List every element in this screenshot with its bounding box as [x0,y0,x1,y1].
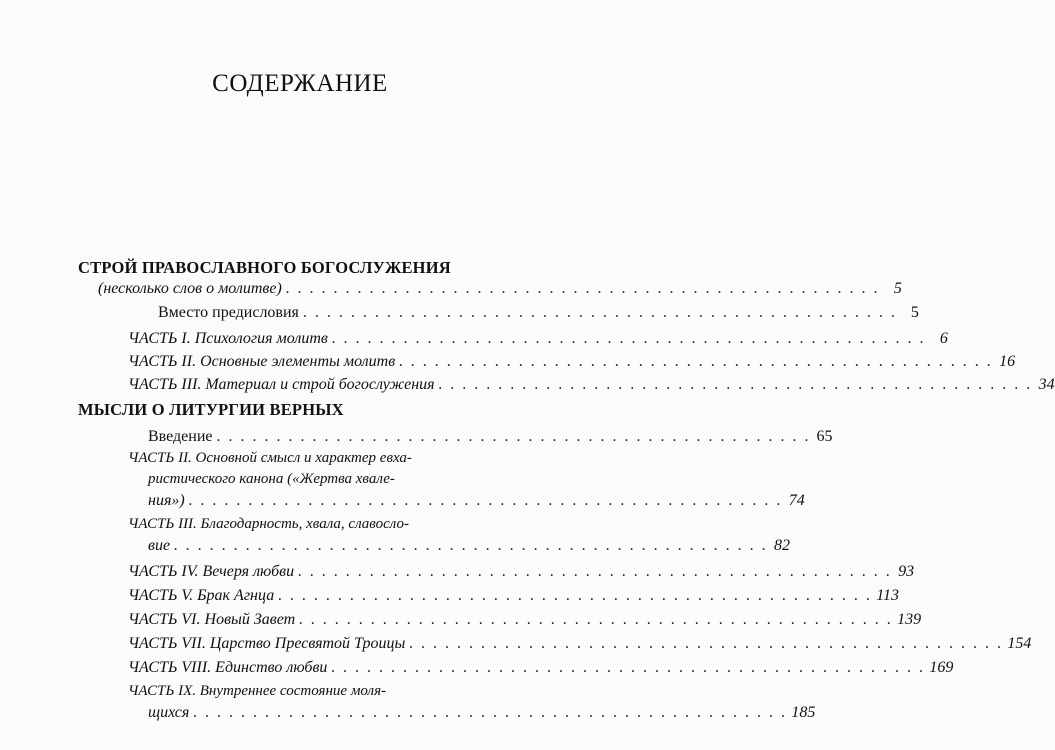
toc-entry [148,537,791,555]
leader-dots: . . . . . . . . . . . . . . . . . . . . . . . . . . . . . . . . . . . . . . . . . . . . . . . . . . [188,492,783,509]
toc-page-number: 93 [898,563,915,580]
leader-dots: . . . . . . . . . . . . . . . . . . . . . . . . . . . . . . . . . . . . . . . . . . . . . . . . . . [331,330,926,347]
toc-entry [128,659,954,677]
toc-entry-text: ния») [148,492,185,509]
toc-page-number: 82 [774,537,791,554]
leader-dots: . . . . . . . . . . . . . . . . . . . . . . . . . . . . . . . . . . . . . . . . . . . . . . . . . . [285,280,880,297]
toc-entry-text: ЧАСТЬ I. Психология молитв [128,330,328,347]
toc-entry-text-line: ЧАСТЬ II. Основной смысл и характер евха- [128,450,412,466]
toc-entry [128,635,1032,653]
toc-entry-text: ЧАСТЬ III. Материал и строй богослужения [128,376,435,393]
leader-dots: . . . . . . . . . . . . . . . . . . . . . . . . . . . . . . . . . . . . . . . . . . . . . . . . . . [438,376,1033,393]
toc-page-number: 5 [910,304,919,321]
toc-entry [148,428,833,446]
leader-dots: . . . . . . . . . . . . . . . . . . . . . . . . . . . . . . . . . . . . . . . . . . . . . . . . . . [193,704,788,721]
toc-page-number: 34 [1038,376,1055,393]
toc-entry-text: (несколько слов о молитве) [98,280,282,297]
toc-entry-text: ЧАСТЬ VI. Новый Завет [128,611,296,628]
toc-page-number: 185 [791,704,816,721]
toc-entry-text-line: ЧАСТЬ IX. Внутреннее состояние моля- [128,683,387,699]
toc-page-number: 65 [816,428,833,445]
toc-page-number: 5 [893,280,902,297]
toc-page-number: 6 [939,330,948,347]
toc-entry-text: ЧАСТЬ V. Брак Агнца [128,587,275,604]
toc-entry [128,587,899,605]
section-heading: МЫСЛИ О ЛИТУРГИИ ВЕРНЫХ [78,400,344,419]
toc-entry [148,704,816,722]
toc-entry-text-line: ЧАСТЬ III. Благодарность, хвала, славосло- [128,516,409,532]
toc-page-number: 139 [897,611,922,628]
toc-entry-text: Введение [148,428,213,445]
toc-entry-text: вие [148,537,171,554]
leader-dots: . . . . . . . . . . . . . . . . . . . . . . . . . . . . . . . . . . . . . . . . . . . . . . . . . . [299,611,894,628]
leader-dots: . . . . . . . . . . . . . . . . . . . . . . . . . . . . . . . . . . . . . . . . . . . . . . . . . . [174,537,769,554]
toc-entry-text: ЧАСТЬ VIII. Единство любви [128,659,328,676]
toc-entry-text: щихся [148,704,190,721]
toc-entry [148,492,805,510]
leader-dots: . . . . . . . . . . . . . . . . . . . . . . . . . . . . . . . . . . . . . . . . . . . . . . . . . . [409,635,1004,652]
toc-entry-text: ЧАСТЬ IV. Вечеря любви [128,563,295,580]
section-heading: СТРОЙ ПРАВОСЛАВНОГО БОГОСЛУЖЕНИЯ [78,258,451,277]
leader-dots: . . . . . . . . . . . . . . . . . . . . . . . . . . . . . . . . . . . . . . . . . . . . . . . . . . [399,353,994,370]
toc-entry [98,280,902,298]
toc-page-number: 16 [999,353,1016,370]
toc-page-number: 74 [788,492,805,509]
toc-entry [128,330,948,348]
leader-dots: . . . . . . . . . . . . . . . . . . . . . . . . . . . . . . . . . . . . . . . . . . . . . . . . . . [302,304,897,321]
toc-entry [128,353,1016,371]
leader-dots: . . . . . . . . . . . . . . . . . . . . . . . . . . . . . . . . . . . . . . . . . . . . . . . . . . [278,587,873,604]
toc-entry [158,304,919,322]
toc-entry [128,611,922,629]
toc-page-number: 113 [876,587,899,604]
leader-dots: . . . . . . . . . . . . . . . . . . . . . . . . . . . . . . . . . . . . . . . . . . . . . . . . . . [216,428,811,445]
toc-entry-text: ЧАСТЬ VII. Царство Пресвятой Троицы [128,635,406,652]
toc-entry-text: Вместо предисловия [158,304,299,321]
toc-entry-text: ЧАСТЬ II. Основные элементы молитв [128,353,396,370]
toc-page-number: 169 [929,659,954,676]
page-title: СОДЕРЖАНИЕ [212,70,388,97]
toc-page-number: 154 [1007,635,1032,652]
toc-entry [128,563,915,581]
leader-dots: . . . . . . . . . . . . . . . . . . . . . . . . . . . . . . . . . . . . . . . . . . . . . . . . . . [298,563,893,580]
leader-dots: . . . . . . . . . . . . . . . . . . . . . . . . . . . . . . . . . . . . . . . . . . . . . . . . . . [331,659,926,676]
toc-entry-text-line: ристического канона («Жертва хвале- [148,471,395,487]
toc-entry [128,376,1055,394]
